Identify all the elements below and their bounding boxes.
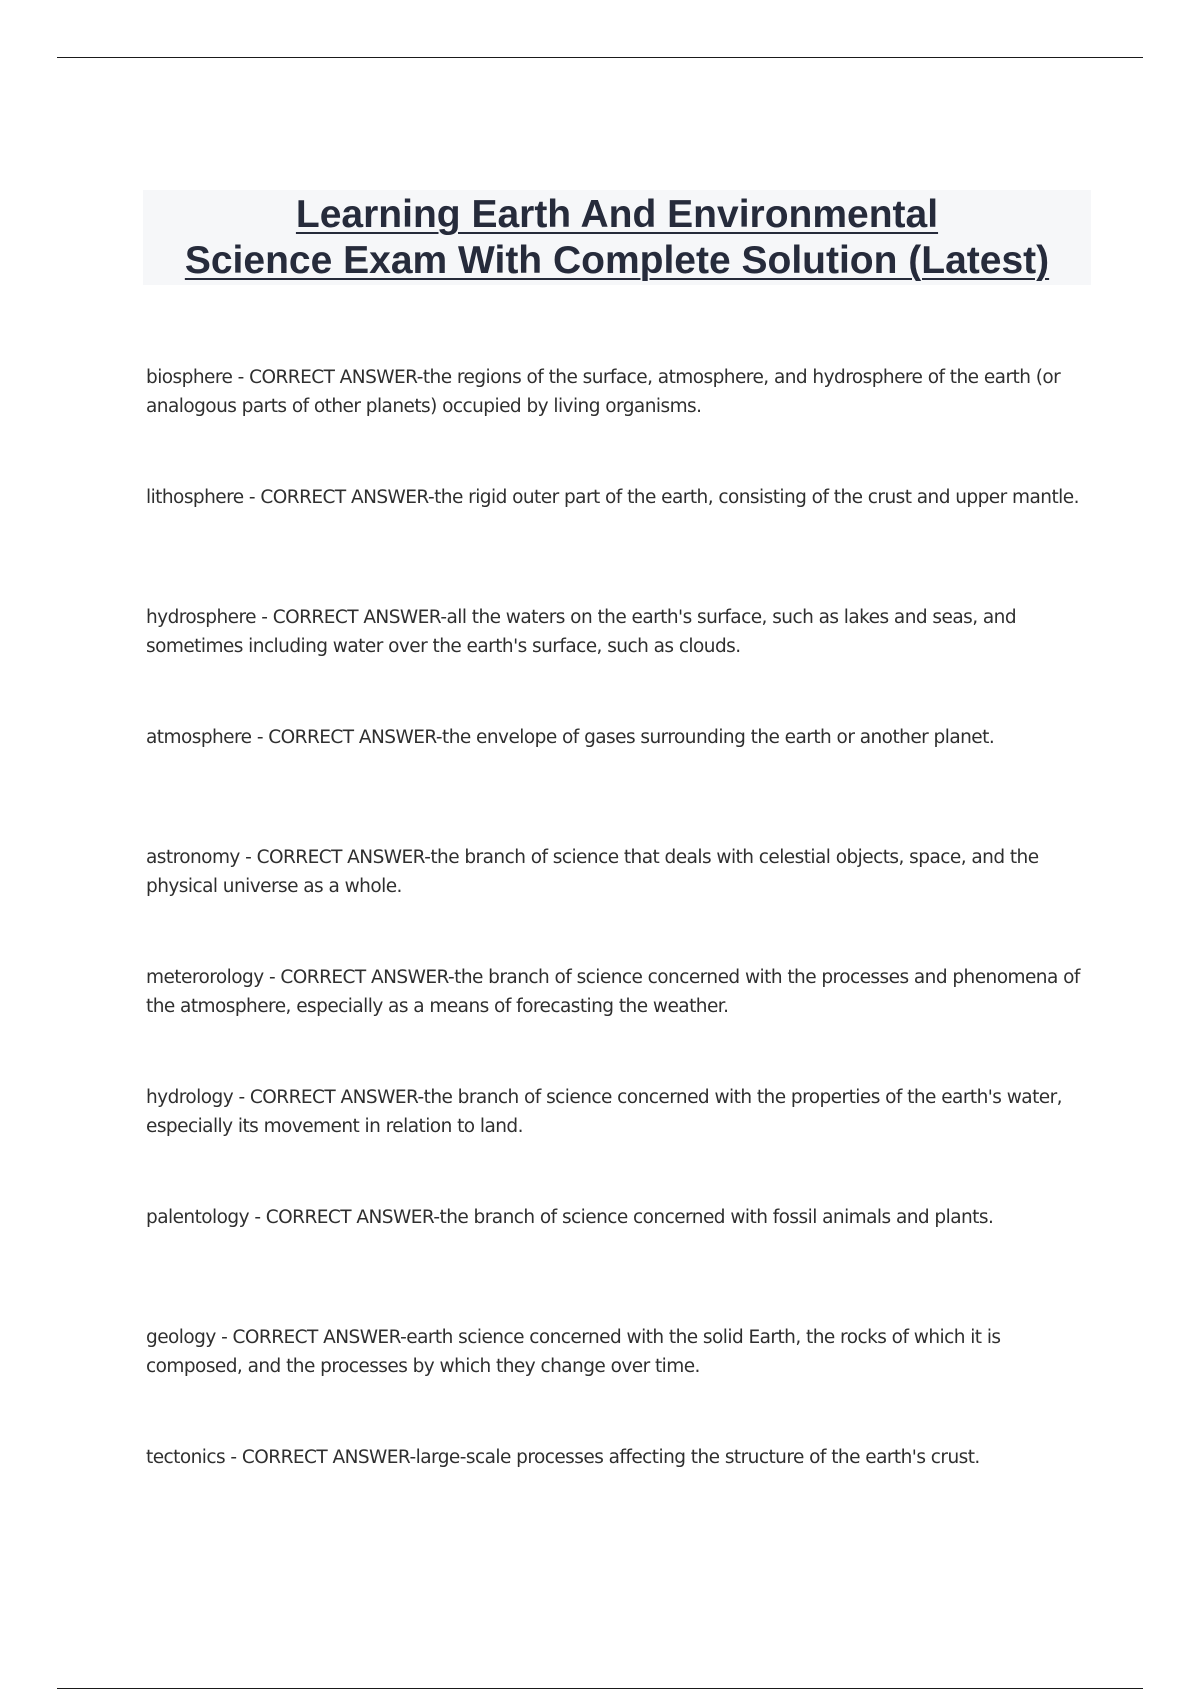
qa-entry-geology: geology - CORRECT ANSWER-earth science concerned with the solid Earth, the rocks of which it is composed, and the processes by which they change over time.	[146, 1327, 1001, 1377]
qa-entry-lithosphere: lithosphere - CORRECT ANSWER-the rigid outer part of the earth, consisting of the crust and upper mantle.	[146, 487, 1079, 508]
qa-list	[146, 363, 1096, 1563]
qa-entry-hydrosphere: hydrosphere - CORRECT ANSWER-all the waters on the earth's surface, such as lakes and seas, and sometimes including water over the earth's surface, such as clouds.	[146, 607, 1017, 657]
qa-entry-astronomy: astronomy - CORRECT ANSWER-the branch of science that deals with celestial objects, space, and the physical universe as a whole.	[146, 847, 1039, 897]
qa-entry-meteorology: meterorology - CORRECT ANSWER-the branch of science concerned with the processes and phenomena of the atmosphere, especially as a means of forecasting the weather.	[146, 967, 1080, 1017]
qa-entry-tectonics: tectonics - CORRECT ANSWER-large-scale processes affecting the structure of the earth's crust.	[146, 1447, 980, 1468]
qa-entry-atmosphere: atmosphere - CORRECT ANSWER-the envelope of gases surrounding the earth or another planet.	[146, 727, 995, 748]
qa-entry-paleontology: palentology - CORRECT ANSWER-the branch of science concerned with fossil animals and plants.	[146, 1207, 994, 1228]
document-title-line-1: Learning Earth And Environmental	[295, 193, 939, 236]
document-title-line-2: Science Exam With Complete Solution (Latest)	[184, 239, 1050, 282]
footer-rule	[57, 1688, 1143, 1689]
qa-entry-biosphere: biosphere - CORRECT ANSWER-the regions of the surface, atmosphere, and hydrosphere of the earth (or analogous parts of other planets) occupied by living organisms.	[146, 367, 1061, 417]
title-block	[143, 190, 1091, 285]
qa-entry-hydrology: hydrology - CORRECT ANSWER-the branch of science concerned with the properties of the earth's water, especially its movement in relation to land.	[146, 1087, 1063, 1137]
header-rule	[57, 57, 1143, 58]
